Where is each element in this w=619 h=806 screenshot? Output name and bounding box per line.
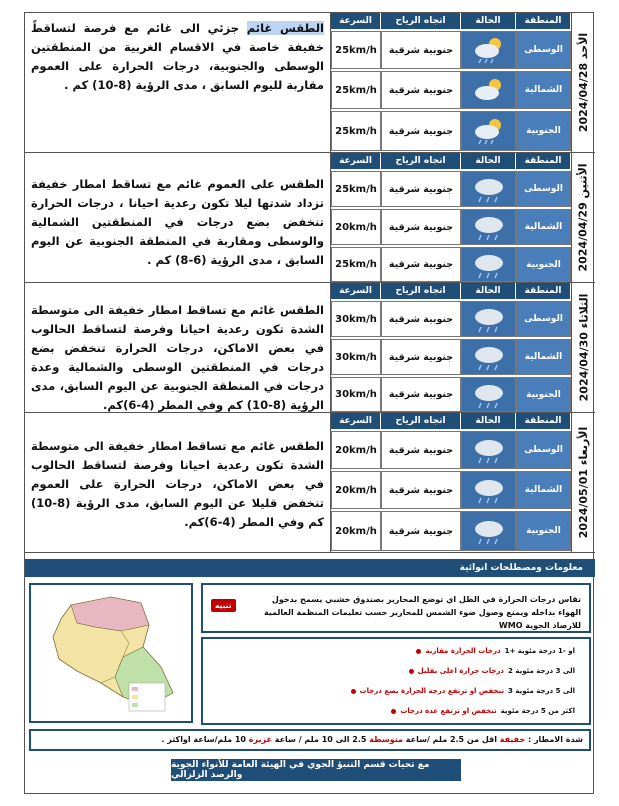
legend-row: تنخفض او ترتفع عدة درجات اكثر من 5 درجة مئوية: [391, 707, 575, 715]
forecast-table: [331, 153, 571, 282]
day-description: الطقس غائم مع تساقط امطار خفيفة الى متوسطة الشدة تكون رعدية احيانا وفرصة لتساقط الحالوب في بعض الاماكن، درجات الحرارة على العموم تنخفض قليلا عن اليوم السابق، مدى الرؤية (8-10) كم وفي المطر (4-6)كم.: [25, 413, 331, 552]
region-cell: الشمالية: [516, 471, 571, 509]
day-date: الأربعاء 2024/05/01: [571, 413, 595, 552]
storm-rain-icon: [461, 171, 516, 207]
storm-rain-icon: [461, 377, 516, 412]
speed-cell: 25km/h: [331, 171, 381, 207]
day-date: الأثنين 2024/04/29: [571, 153, 595, 282]
bullet-icon: [351, 689, 356, 694]
wind-cell: جنوبية شرقية: [381, 209, 461, 245]
speed-cell: 20km/h: [331, 511, 381, 551]
bullet-icon: [416, 649, 421, 654]
bullet-icon: [391, 709, 396, 714]
region-cell: الشمالية: [516, 339, 571, 375]
speed-cell: 20km/h: [331, 209, 381, 245]
wind-cell: جنوبية شرقية: [381, 301, 461, 337]
wind-cell: جنوبية شرقية: [381, 431, 461, 469]
speed-cell: 20km/h: [331, 431, 381, 469]
region-cell: الجنوبية: [516, 511, 571, 551]
speed-cell: 20km/h: [331, 471, 381, 509]
speed-cell: 30km/h: [331, 339, 381, 375]
day-date: الثلاثاء 2024/04/30: [571, 283, 595, 412]
region-header: المنطقة: [516, 283, 571, 299]
forecast-table: [331, 413, 571, 552]
region-cell: الوسطى: [516, 31, 571, 69]
day-block: [25, 413, 595, 553]
wind-cell: جنوبية شرقية: [381, 247, 461, 282]
region-header: المنطقة: [516, 13, 571, 29]
speed-cell: 30km/h: [331, 301, 381, 337]
day-description: الطقس غائم جزئي الى غائم مع فرصة لتساقطً خفيفة خاصة في الاقسام الغربية من المنطقتين الوسطى والجنوبية، درجات الحرارة على العموم مقاربة لليوم السابق ، مدى الرؤية (8-10) كم .: [25, 13, 331, 152]
storm-rain-icon: [461, 301, 516, 337]
condition-header: الحالة: [461, 13, 516, 29]
storm-rain-icon: [461, 431, 516, 469]
legend-row: درجات حرارة اعلى بقليل 2 الى 3 درجة مئوية: [409, 667, 575, 675]
storm-rain-icon: [461, 471, 516, 509]
speed-cell: 25km/h: [331, 71, 381, 109]
legend-row: درجات الحرارة مقاربة 1+ او -1 درجة مئوية: [416, 647, 575, 655]
speed-cell: 25km/h: [331, 111, 381, 151]
region-cell: الجنوبية: [516, 247, 571, 282]
rain-intensity-line: شدة الامطار : خفيفة اقل من 2.5 ملم /ساعة متوسطة 2.5 الى 10 ملم / ساعة غزيرة 10 ملم/ساعة اواكثر .: [161, 735, 583, 744]
day-block: [25, 153, 595, 283]
day-block: [25, 13, 595, 153]
region-header: المنطقة: [516, 153, 571, 169]
day-date: الأحد 2024/04/28: [571, 13, 595, 152]
footer-banner: مع تحيات قسم التنبؤ الجوي في الهيئة العامة للأنواء الجوية والرصد الزلزالي: [171, 759, 461, 781]
wind-cell: جنوبية شرقية: [381, 71, 461, 109]
warning-tag: تنبيه: [211, 599, 236, 612]
region-cell: الشمالية: [516, 71, 571, 109]
forecast-table: [331, 283, 571, 412]
wind-cell: جنوبية شرقية: [381, 111, 461, 151]
note-text: تقاس درجات الحرارة في الظل اي توضع المحارير بصندوق خشبي يسمح بدخول الهواء بداخله ويمنع وصول ضوء الشمس للمحارير حسب تعليمات المنظمة العالمية للارصاد الجوية WMO: [263, 595, 581, 630]
speed-header: السرعة: [331, 13, 381, 29]
wind-cell: جنوبية شرقية: [381, 171, 461, 207]
forecast-page: [24, 12, 594, 794]
speed-header: السرعة: [331, 153, 381, 169]
region-cell: الوسطى: [516, 431, 571, 469]
legend-row: تنخفض او ترتفع درجة الحرارة بضع درجات 3 الى 5 درجة مئوية: [351, 687, 575, 695]
speed-header: السرعة: [331, 283, 381, 299]
storm-rain-icon: [461, 247, 516, 282]
day-block: [25, 283, 595, 413]
condition-header: الحالة: [461, 283, 516, 299]
storm-rain-icon: [461, 511, 516, 551]
forecast-table: [331, 13, 571, 152]
wind-header: اتجاه الرياح: [381, 413, 461, 429]
wind-header: اتجاه الرياح: [381, 283, 461, 299]
wind-header: اتجاه الرياح: [381, 153, 461, 169]
storm-rain-icon: [461, 209, 516, 245]
day-description: الطقس غائم مع تساقط امطار خفيفة الى متوسطة الشدة تكون رعدية احيانا وفرصة لتساقط الحالوب في بعض الاماكن، درجات الحرارة تنخفض بضع درجات في المنطقتين الوسطى والشمالية وعدة درجات في المنطقة الجنوبية عن اليوم السابق، مدى الرؤية (8-10) كم وفي المطر (4-6)كم.: [25, 283, 331, 412]
iraq-map: [29, 583, 193, 723]
region-header: المنطقة: [516, 413, 571, 429]
wind-cell: جنوبية شرقية: [381, 471, 461, 509]
condition-header: الحالة: [461, 413, 516, 429]
condition-header: الحالة: [461, 153, 516, 169]
wind-cell: جنوبية شرقية: [381, 511, 461, 551]
speed-cell: 30km/h: [331, 377, 381, 412]
day-description: الطقس على العموم غائم مع تساقط امطار خفيفة تزداد شدتها ليلا تكون رعدية احيانا ، درجات الحرارة تنخفض بضع درجات في المنطقتين الشمالية والوسطى ومقاربة في المنطقة الجنوبية عن اليوم السابق ، مدى الرؤية (6-8) كم .: [25, 153, 331, 282]
legend-panel: [201, 637, 591, 725]
bullet-icon: [409, 669, 414, 674]
speed-cell: 25km/h: [331, 31, 381, 69]
region-cell: الجنوبية: [516, 377, 571, 412]
wind-header: اتجاه الرياح: [381, 13, 461, 29]
info-title: معلومات ومصطلحات انوائية: [25, 559, 595, 577]
region-cell: الوسطى: [516, 171, 571, 207]
wind-cell: جنوبية شرقية: [381, 377, 461, 412]
rain-intensity-panel: [29, 729, 591, 751]
wind-cell: جنوبية شرقية: [381, 31, 461, 69]
speed-header: السرعة: [331, 413, 381, 429]
partly-cloudy-rain-icon: [461, 31, 516, 69]
storm-rain-icon: [461, 339, 516, 375]
region-cell: الوسطى: [516, 301, 571, 337]
partly-cloudy-icon: [461, 71, 516, 109]
partly-cloudy-rain-icon: [461, 111, 516, 151]
region-cell: الجنوبية: [516, 111, 571, 151]
region-cell: الشمالية: [516, 209, 571, 245]
wind-cell: جنوبية شرقية: [381, 339, 461, 375]
speed-cell: 25km/h: [331, 247, 381, 282]
note-panel: [201, 583, 591, 633]
